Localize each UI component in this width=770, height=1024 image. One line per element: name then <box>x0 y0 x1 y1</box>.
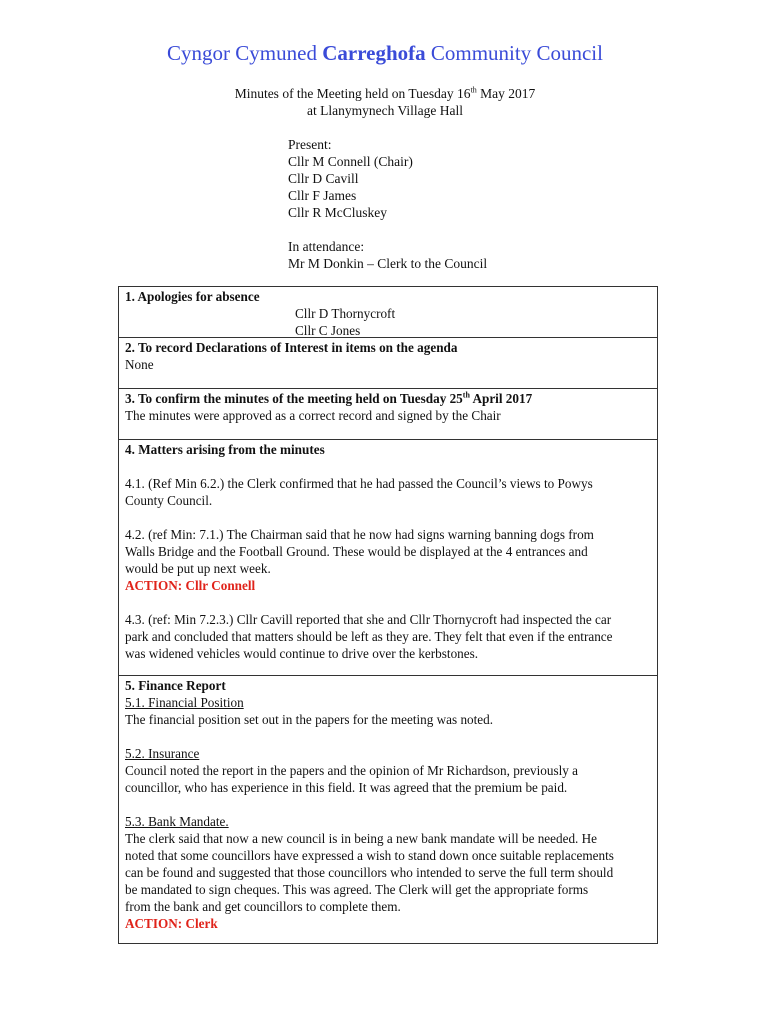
finance-text: The clerk said that now a new council is in being a new bank mandate will be needed. He <box>125 831 598 846</box>
matter-4-2-text: 4.2. (ref Min: 7.1.) The Chairman said that he now had signs warning banning dogs from <box>125 527 594 542</box>
matter-4-1-text: County Council. <box>125 493 213 508</box>
meeting-date-suffix: th <box>470 85 477 95</box>
item-declarations <box>119 338 657 389</box>
in-attendance-label: In attendance: <box>288 239 365 254</box>
item-apologies <box>119 287 657 338</box>
council-title <box>0 41 770 66</box>
spacer <box>125 458 651 475</box>
meeting-date-line <box>0 85 770 102</box>
heading-suffix: th <box>462 390 470 400</box>
item-heading: 2. To record Declarations of Interest in items on the agenda <box>125 340 458 355</box>
meeting-venue: at Llanymynech Village Hall <box>306 103 463 118</box>
item-text: None <box>125 357 154 372</box>
spacer <box>125 728 651 745</box>
minutes-table <box>118 286 658 944</box>
in-attendance-member: Mr M Donkin – Clerk to the Council <box>288 256 488 271</box>
matter-4-1-text: 4.1. (Ref Min 6.2.) the Clerk confirmed that he had passed the Council’s views to Powys <box>125 476 593 491</box>
title-welsh: Cyngor Cymuned <box>167 41 323 65</box>
finance-subheading: 5.3. Bank Mandate. <box>125 814 229 829</box>
action-connell: ACTION: Cllr Connell <box>125 578 256 593</box>
finance-text: noted that some councillors have expressed a wish to stand down once suitable replacements <box>125 848 614 863</box>
finance-text: The financial position set out in the papers for the meeting was noted. <box>125 712 494 727</box>
finance-text: can be found and suggested that those councillors who intended to serve the full term should <box>125 865 614 880</box>
title-english: Community Council <box>425 41 603 65</box>
apology-name: Cllr D Thornycroft <box>295 306 396 321</box>
spacer <box>125 509 651 526</box>
finance-text: Council noted the report in the papers and the opinion of Mr Richardson, previously a <box>125 763 579 778</box>
finance-subheading: 5.1. Financial Position <box>125 695 244 710</box>
finance-subheading: 5.2. Insurance <box>125 746 200 761</box>
present-member: Cllr M Connell (Chair) <box>288 154 413 169</box>
finance-text: councillor, who has experience in this field. It was agreed that the premium be paid. <box>125 780 568 795</box>
item-finance-report <box>119 676 657 943</box>
meeting-date-month: May 2017 <box>476 86 536 101</box>
present-member: Cllr D Cavill <box>288 171 359 186</box>
item-heading: 1. Apologies for absence <box>125 289 260 304</box>
present-member: Cllr R McCluskey <box>288 205 388 220</box>
matter-4-2-text: Walls Bridge and the Football Ground. These would be displayed at the 4 entrances and <box>125 544 588 559</box>
spacer <box>125 796 651 813</box>
heading-month: April 2017 <box>469 391 533 406</box>
item-heading <box>125 390 651 407</box>
matter-4-3-text: 4.3. (ref: Min 7.2.3.) Cllr Cavill reported that she and Cllr Thornycroft had inspected the car <box>125 612 612 627</box>
attendance-block <box>288 136 487 272</box>
spacer <box>288 221 487 238</box>
finance-text: from the bank and get councillors to complete them. <box>125 899 401 914</box>
item-heading: 5. Finance Report <box>125 678 226 693</box>
matter-4-3-text: park and concluded that matters should be left as they are. They felt that even if the entrance <box>125 629 613 644</box>
item-heading: 4. Matters arising from the minutes <box>125 442 325 457</box>
spacer <box>125 594 651 611</box>
finance-text: be mandated to sign cheques. This was agreed. The Clerk will get the appropriate forms <box>125 882 589 897</box>
present-member: Cllr F James <box>288 188 357 203</box>
apology-name: Cllr C Jones <box>295 323 361 338</box>
meeting-details <box>0 85 770 119</box>
item-matters-arising <box>119 440 657 676</box>
present-label: Present: <box>288 137 332 152</box>
matter-4-2-text: would be put up next week. <box>125 561 271 576</box>
item-previous-minutes <box>119 389 657 440</box>
item-text: The minutes were approved as a correct record and signed by the Chair <box>125 408 501 423</box>
meeting-date-text: Minutes of the Meeting held on Tuesday 16 <box>234 86 471 101</box>
action-clerk: ACTION: Clerk <box>125 916 218 931</box>
heading-text: 3. To confirm the minutes of the meeting held on Tuesday 25 <box>125 391 463 406</box>
title-parish-name: Carreghofa <box>322 41 426 65</box>
matter-4-3-text: was widened vehicles would continue to drive over the kerbstones. <box>125 646 479 661</box>
